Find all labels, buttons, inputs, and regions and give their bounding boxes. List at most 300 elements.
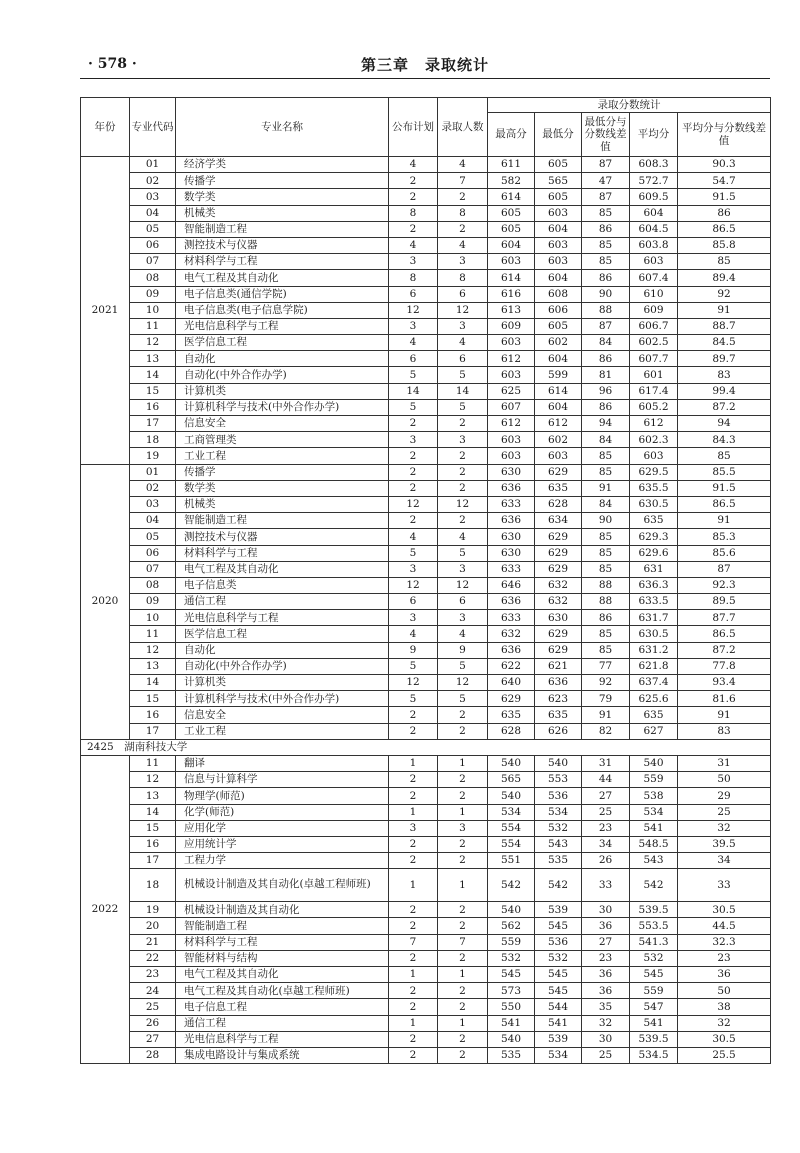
major-name: 自动化(中外合作办学) <box>176 367 389 383</box>
avg-score: 541 <box>630 820 678 836</box>
table-row <box>81 270 771 286</box>
table-row <box>81 869 771 902</box>
major-code: 05 <box>130 529 176 545</box>
major-code: 27 <box>130 1031 176 1047</box>
max-score: 551 <box>488 853 535 869</box>
major-code: 12 <box>130 335 176 351</box>
min-diff: 34 <box>582 836 630 852</box>
plan-count: 8 <box>389 270 438 286</box>
major-name: 医学信息工程 <box>176 626 389 642</box>
major-name: 工商管理类 <box>176 432 389 448</box>
avg-diff: 29 <box>678 788 771 804</box>
admitted-count: 2 <box>438 983 488 999</box>
year-cell: 2021 <box>81 157 130 465</box>
avg-score: 603 <box>630 448 678 464</box>
avg-score: 539.5 <box>630 902 678 918</box>
min-diff: 85 <box>582 448 630 464</box>
avg-score: 553.5 <box>630 918 678 934</box>
min-diff: 86 <box>582 610 630 626</box>
avg-score: 612 <box>630 416 678 432</box>
plan-count: 5 <box>389 367 438 383</box>
major-name: 智能制造工程 <box>176 221 389 237</box>
avg-score: 543 <box>630 853 678 869</box>
min-diff: 92 <box>582 675 630 691</box>
table-row <box>81 950 771 966</box>
plan-count: 4 <box>389 335 438 351</box>
plan-count: 2 <box>389 1047 438 1063</box>
avg-score: 629.5 <box>630 464 678 480</box>
min-score: 628 <box>535 496 582 512</box>
table-row <box>81 221 771 237</box>
min-diff: 36 <box>582 967 630 983</box>
max-score: 630 <box>488 529 535 545</box>
table-row <box>81 432 771 448</box>
major-name: 信息与计算科学 <box>176 772 389 788</box>
max-score: 603 <box>488 335 535 351</box>
col-header-stats-group: 录取分数统计 <box>488 98 771 113</box>
avg-diff: 85.3 <box>678 529 771 545</box>
avg-score: 629.6 <box>630 545 678 561</box>
avg-score: 635.5 <box>630 480 678 496</box>
min-score: 632 <box>535 594 582 610</box>
min-score: 539 <box>535 1031 582 1047</box>
min-score: 636 <box>535 675 582 691</box>
major-code: 25 <box>130 999 176 1015</box>
max-score: 573 <box>488 983 535 999</box>
major-name: 机械设计制造及其自动化 <box>176 902 389 918</box>
major-code: 04 <box>130 205 176 221</box>
major-name: 计算机类 <box>176 675 389 691</box>
avg-score: 635 <box>630 707 678 723</box>
plan-count: 2 <box>389 173 438 189</box>
major-code: 04 <box>130 513 176 529</box>
major-code: 17 <box>130 416 176 432</box>
avg-score: 548.5 <box>630 836 678 852</box>
max-score: 633 <box>488 610 535 626</box>
min-diff: 30 <box>582 902 630 918</box>
admitted-count: 8 <box>438 270 488 286</box>
admitted-count: 1 <box>438 869 488 902</box>
major-name: 测控技术与仪器 <box>176 529 389 545</box>
avg-diff: 34 <box>678 853 771 869</box>
table-row <box>81 820 771 836</box>
major-code: 16 <box>130 836 176 852</box>
table-row <box>81 189 771 205</box>
min-score: 604 <box>535 351 582 367</box>
avg-diff: 87.2 <box>678 399 771 415</box>
plan-count: 2 <box>389 723 438 739</box>
max-score: 603 <box>488 448 535 464</box>
avg-score: 617.4 <box>630 383 678 399</box>
admitted-count: 9 <box>438 642 488 658</box>
major-name: 信息安全 <box>176 416 389 432</box>
admitted-count: 2 <box>438 1031 488 1047</box>
table-row <box>81 561 771 577</box>
major-name: 工程力学 <box>176 853 389 869</box>
avg-score: 559 <box>630 983 678 999</box>
major-code: 02 <box>130 173 176 189</box>
avg-score: 572.7 <box>630 173 678 189</box>
avg-score: 604.5 <box>630 221 678 237</box>
min-diff: 90 <box>582 513 630 529</box>
plan-count: 5 <box>389 545 438 561</box>
plan-count: 8 <box>389 205 438 221</box>
major-code: 08 <box>130 270 176 286</box>
major-name: 机械类 <box>176 205 389 221</box>
plan-count: 2 <box>389 480 438 496</box>
col-header-year: 年份 <box>81 98 130 157</box>
max-score: 613 <box>488 302 535 318</box>
avg-score: 541.3 <box>630 934 678 950</box>
max-score: 603 <box>488 432 535 448</box>
plan-count: 2 <box>389 950 438 966</box>
plan-count: 1 <box>389 967 438 983</box>
table-row <box>81 610 771 626</box>
min-score: 545 <box>535 983 582 999</box>
major-code: 22 <box>130 950 176 966</box>
major-code: 06 <box>130 237 176 253</box>
avg-score: 607.4 <box>630 270 678 286</box>
min-diff: 86 <box>582 351 630 367</box>
avg-score: 602.3 <box>630 432 678 448</box>
major-name: 翻译 <box>176 755 389 771</box>
major-code: 03 <box>130 189 176 205</box>
major-name: 计算机类 <box>176 383 389 399</box>
major-code: 18 <box>130 869 176 902</box>
min-diff: 85 <box>582 205 630 221</box>
avg-score: 621.8 <box>630 658 678 674</box>
major-code: 11 <box>130 318 176 334</box>
min-score: 535 <box>535 853 582 869</box>
major-code: 16 <box>130 707 176 723</box>
plan-count: 2 <box>389 416 438 432</box>
plan-count: 2 <box>389 918 438 934</box>
plan-count: 1 <box>389 804 438 820</box>
min-score: 532 <box>535 950 582 966</box>
plan-count: 4 <box>389 529 438 545</box>
admission-table <box>80 97 771 1064</box>
major-code: 06 <box>130 545 176 561</box>
max-score: 636 <box>488 594 535 610</box>
admitted-count: 2 <box>438 772 488 788</box>
table-body <box>81 157 771 1064</box>
col-header-plan: 公布计划 <box>389 98 438 157</box>
min-score: 536 <box>535 934 582 950</box>
min-diff: 44 <box>582 772 630 788</box>
admitted-count: 2 <box>438 416 488 432</box>
avg-score: 541 <box>630 1015 678 1031</box>
admitted-count: 2 <box>438 189 488 205</box>
min-diff: 88 <box>582 302 630 318</box>
table-row <box>81 318 771 334</box>
avg-diff: 50 <box>678 983 771 999</box>
avg-diff: 93.4 <box>678 675 771 691</box>
major-name: 工业工程 <box>176 723 389 739</box>
max-score: 559 <box>488 934 535 950</box>
min-diff: 25 <box>582 804 630 820</box>
avg-score: 539.5 <box>630 1031 678 1047</box>
max-score: 609 <box>488 318 535 334</box>
min-score: 605 <box>535 189 582 205</box>
major-code: 14 <box>130 675 176 691</box>
min-diff: 88 <box>582 594 630 610</box>
major-name: 机械设计制造及其自动化(卓越工程师班) <box>176 869 389 902</box>
plan-count: 3 <box>389 610 438 626</box>
admitted-count: 3 <box>438 610 488 626</box>
min-score: 626 <box>535 723 582 739</box>
admitted-count: 4 <box>438 335 488 351</box>
max-score: 603 <box>488 367 535 383</box>
major-code: 17 <box>130 723 176 739</box>
min-diff: 25 <box>582 1047 630 1063</box>
min-score: 629 <box>535 626 582 642</box>
avg-diff: 85.8 <box>678 237 771 253</box>
major-name: 传播学 <box>176 464 389 480</box>
plan-count: 2 <box>389 902 438 918</box>
min-diff: 90 <box>582 286 630 302</box>
avg-diff: 33 <box>678 869 771 902</box>
avg-score: 610 <box>630 286 678 302</box>
major-code: 07 <box>130 254 176 270</box>
avg-diff: 91 <box>678 302 771 318</box>
max-score: 614 <box>488 189 535 205</box>
avg-score: 603 <box>630 254 678 270</box>
admitted-count: 2 <box>438 950 488 966</box>
admitted-count: 1 <box>438 967 488 983</box>
admitted-count: 3 <box>438 820 488 836</box>
major-name: 自动化(中外合作办学) <box>176 658 389 674</box>
max-score: 625 <box>488 383 535 399</box>
table-row <box>81 755 771 771</box>
min-score: 544 <box>535 999 582 1015</box>
min-diff: 96 <box>582 383 630 399</box>
major-code: 09 <box>130 286 176 302</box>
major-name: 电气工程及其自动化 <box>176 270 389 286</box>
min-diff: 91 <box>582 480 630 496</box>
avg-diff: 84.3 <box>678 432 771 448</box>
table-row <box>81 237 771 253</box>
min-diff: 31 <box>582 755 630 771</box>
admitted-count: 4 <box>438 237 488 253</box>
admitted-count: 2 <box>438 902 488 918</box>
plan-count: 4 <box>389 157 438 173</box>
col-header-admitted: 录取人数 <box>438 98 488 157</box>
max-score: 628 <box>488 723 535 739</box>
min-diff: 85 <box>582 642 630 658</box>
major-code: 19 <box>130 448 176 464</box>
avg-score: 607.7 <box>630 351 678 367</box>
col-header-name: 专业名称 <box>176 98 389 157</box>
min-score: 614 <box>535 383 582 399</box>
col-header-avg-diff: 平均分与分数线差值 <box>678 113 771 157</box>
major-code: 05 <box>130 221 176 237</box>
admitted-count: 1 <box>438 755 488 771</box>
major-code: 03 <box>130 496 176 512</box>
avg-score: 601 <box>630 367 678 383</box>
admitted-count: 5 <box>438 658 488 674</box>
max-score: 554 <box>488 820 535 836</box>
admitted-count: 3 <box>438 561 488 577</box>
max-score: 640 <box>488 675 535 691</box>
col-header-max: 最高分 <box>488 113 535 157</box>
major-code: 02 <box>130 480 176 496</box>
avg-diff: 85.5 <box>678 464 771 480</box>
admitted-count: 2 <box>438 999 488 1015</box>
plan-count: 2 <box>389 707 438 723</box>
min-score: 623 <box>535 691 582 707</box>
max-score: 614 <box>488 270 535 286</box>
table-row <box>81 788 771 804</box>
avg-diff: 91.5 <box>678 189 771 205</box>
table-row <box>81 513 771 529</box>
institution-row <box>81 739 771 755</box>
min-score: 543 <box>535 836 582 852</box>
major-code: 14 <box>130 367 176 383</box>
min-score: 603 <box>535 254 582 270</box>
major-code: 19 <box>130 902 176 918</box>
min-diff: 35 <box>582 999 630 1015</box>
min-diff: 23 <box>582 950 630 966</box>
major-code: 13 <box>130 351 176 367</box>
table-row <box>81 205 771 221</box>
avg-score: 631 <box>630 561 678 577</box>
min-score: 629 <box>535 529 582 545</box>
admitted-count: 5 <box>438 399 488 415</box>
min-score: 545 <box>535 918 582 934</box>
max-score: 630 <box>488 464 535 480</box>
major-code: 12 <box>130 772 176 788</box>
min-score: 532 <box>535 820 582 836</box>
avg-score: 635 <box>630 513 678 529</box>
max-score: 603 <box>488 254 535 270</box>
major-name: 光电信息科学与工程 <box>176 610 389 626</box>
table-row <box>81 918 771 934</box>
admitted-count: 6 <box>438 594 488 610</box>
major-name: 电子信息类(通信学院) <box>176 286 389 302</box>
min-score: 603 <box>535 448 582 464</box>
max-score: 611 <box>488 157 535 173</box>
min-diff: 81 <box>582 367 630 383</box>
avg-diff: 84.5 <box>678 335 771 351</box>
plan-count: 4 <box>389 626 438 642</box>
min-diff: 85 <box>582 237 630 253</box>
major-name: 电气工程及其自动化 <box>176 561 389 577</box>
max-score: 540 <box>488 788 535 804</box>
max-score: 540 <box>488 755 535 771</box>
avg-score: 603.8 <box>630 237 678 253</box>
avg-score: 534.5 <box>630 1047 678 1063</box>
plan-count: 6 <box>389 594 438 610</box>
min-score: 634 <box>535 513 582 529</box>
admitted-count: 12 <box>438 496 488 512</box>
min-score: 612 <box>535 416 582 432</box>
major-code: 20 <box>130 918 176 934</box>
admitted-count: 2 <box>438 448 488 464</box>
min-diff: 86 <box>582 270 630 286</box>
major-name: 光电信息科学与工程 <box>176 318 389 334</box>
plan-count: 6 <box>389 351 438 367</box>
plan-count: 9 <box>389 642 438 658</box>
avg-diff: 85 <box>678 448 771 464</box>
major-code: 16 <box>130 399 176 415</box>
major-name: 智能材料与结构 <box>176 950 389 966</box>
max-score: 540 <box>488 902 535 918</box>
major-name: 集成电路设计与集成系统 <box>176 1047 389 1063</box>
min-diff: 85 <box>582 254 630 270</box>
admitted-count: 12 <box>438 577 488 593</box>
avg-diff: 91 <box>678 513 771 529</box>
avg-diff: 32 <box>678 1015 771 1031</box>
avg-diff: 83 <box>678 723 771 739</box>
plan-count: 4 <box>389 237 438 253</box>
major-name: 信息安全 <box>176 707 389 723</box>
major-name: 数学类 <box>176 480 389 496</box>
min-score: 553 <box>535 772 582 788</box>
min-score: 621 <box>535 658 582 674</box>
min-score: 565 <box>535 173 582 189</box>
min-diff: 77 <box>582 658 630 674</box>
plan-count: 2 <box>389 836 438 852</box>
major-name: 电子信息类 <box>176 577 389 593</box>
table-row <box>81 626 771 642</box>
plan-count: 5 <box>389 691 438 707</box>
max-score: 646 <box>488 577 535 593</box>
min-diff: 79 <box>582 691 630 707</box>
plan-count: 2 <box>389 513 438 529</box>
major-code: 24 <box>130 983 176 999</box>
table-row <box>81 691 771 707</box>
major-name: 材料科学与工程 <box>176 934 389 950</box>
max-score: 632 <box>488 626 535 642</box>
table-row <box>81 416 771 432</box>
avg-score: 606.7 <box>630 318 678 334</box>
avg-diff: 86.5 <box>678 626 771 642</box>
table-row <box>81 999 771 1015</box>
min-score: 605 <box>535 157 582 173</box>
avg-score: 534 <box>630 804 678 820</box>
max-score: 635 <box>488 707 535 723</box>
max-score: 540 <box>488 1031 535 1047</box>
avg-diff: 92 <box>678 286 771 302</box>
min-score: 632 <box>535 577 582 593</box>
avg-diff: 83 <box>678 367 771 383</box>
major-code: 11 <box>130 755 176 771</box>
avg-score: 631.7 <box>630 610 678 626</box>
table-row <box>81 983 771 999</box>
admitted-count: 2 <box>438 918 488 934</box>
major-code: 18 <box>130 432 176 448</box>
admitted-count: 2 <box>438 836 488 852</box>
major-name: 应用统计学 <box>176 836 389 852</box>
avg-diff: 30.5 <box>678 1031 771 1047</box>
admitted-count: 4 <box>438 626 488 642</box>
major-code: 01 <box>130 464 176 480</box>
min-score: 541 <box>535 1015 582 1031</box>
avg-diff: 77.8 <box>678 658 771 674</box>
avg-score: 630.5 <box>630 496 678 512</box>
avg-diff: 39.5 <box>678 836 771 852</box>
major-name: 自动化 <box>176 351 389 367</box>
table-row <box>81 496 771 512</box>
major-name: 智能制造工程 <box>176 513 389 529</box>
min-score: 608 <box>535 286 582 302</box>
avg-diff: 32.3 <box>678 934 771 950</box>
min-score: 602 <box>535 335 582 351</box>
major-code: 14 <box>130 804 176 820</box>
major-name: 电子信息工程 <box>176 999 389 1015</box>
avg-diff: 85.6 <box>678 545 771 561</box>
table-row <box>81 448 771 464</box>
